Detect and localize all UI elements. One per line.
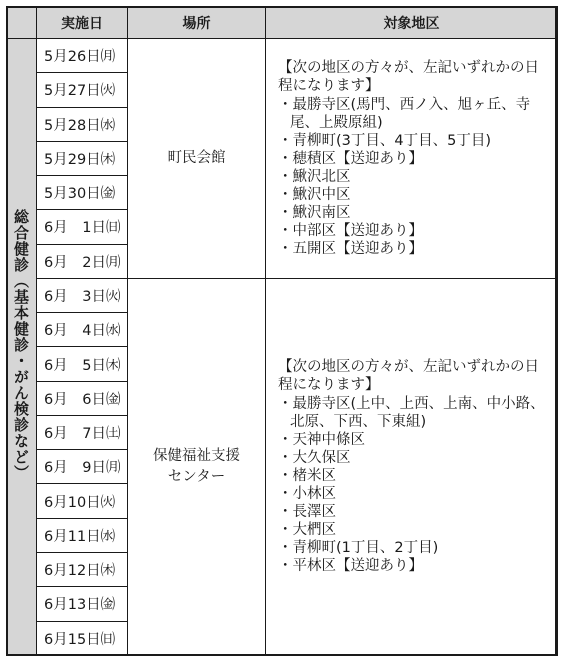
area-item: ・中部区【送迎あり】 <box>278 222 423 239</box>
date-cell: 6月10日㈫ <box>37 484 128 518</box>
date-cell: 6月12日㈭ <box>37 552 128 586</box>
date-cell: 6月 6日㈮ <box>37 381 128 415</box>
date-cell: 6月 3日㈫ <box>37 278 128 312</box>
date-cell: 6月13日㈮ <box>37 587 128 621</box>
areas-intro: 【次の地区の方々が、左記いずれかの日程になります】 <box>278 359 539 394</box>
area-item: ・五開区【送迎あり】 <box>278 240 423 257</box>
areas-intro: 【次の地区の方々が、左記いずれかの日程になります】 <box>278 59 539 94</box>
date-cell: 6月 7日㈯ <box>37 415 128 449</box>
area-item: ・小林区 <box>278 486 336 503</box>
header-place: 場所 <box>128 7 266 39</box>
header-date: 実施日 <box>37 7 128 39</box>
place-line: センター <box>167 468 226 485</box>
area-item: ・最勝寺区(馬門、西ノ入、旭ヶ丘、寺尾、上殿原組) <box>278 96 531 131</box>
date-cell: 6月15日㈰ <box>37 621 128 655</box>
place-line: 町民会館 <box>167 149 226 166</box>
place-line: 保健福祉支援 <box>153 447 240 464</box>
category-label: 総合健診（基本健診・がん検診など） <box>12 209 30 481</box>
area-item: ・青柳町(1丁目、2丁目) <box>278 540 439 557</box>
area-item: ・長澤区 <box>278 504 336 521</box>
date-cell: 6月 2日㈪ <box>37 244 128 278</box>
date-cell: 6月 1日㈰ <box>37 210 128 244</box>
date-cell: 6月 9日㈪ <box>37 450 128 484</box>
area-item: ・穂積区【送迎あり】 <box>278 150 423 167</box>
date-cell: 5月30日㈮ <box>37 176 128 210</box>
date-cell: 5月27日㈫ <box>37 73 128 107</box>
date-cell: 5月29日㈭ <box>37 141 128 175</box>
area-item: ・最勝寺区(上中、上西、上南、中小路、北原、下西、下東組) <box>278 396 545 431</box>
area-item: ・青柳町(3丁目、4丁目、5丁目) <box>278 132 491 149</box>
area-item: ・平林区【送迎あり】 <box>278 558 423 575</box>
date-cell: 5月28日㈬ <box>37 107 128 141</box>
area-item: ・鰍沢北区 <box>278 168 351 185</box>
area-item: ・大椚区 <box>278 522 336 539</box>
table-outer-border <box>6 6 557 656</box>
date-cell: 6月11日㈬ <box>37 518 128 552</box>
area-item: ・鰍沢南区 <box>278 204 351 221</box>
date-cell: 5月26日㈪ <box>37 39 128 73</box>
area-item: ・大久保区 <box>278 450 351 467</box>
date-cell: 6月 4日㈬ <box>37 313 128 347</box>
area-item: ・天神中條区 <box>278 432 365 449</box>
area-item: ・楮米区 <box>278 468 336 485</box>
area-item: ・鰍沢中区 <box>278 186 351 203</box>
date-cell: 6月 5日㈭ <box>37 347 128 381</box>
header-areas: 対象地区 <box>266 7 558 39</box>
